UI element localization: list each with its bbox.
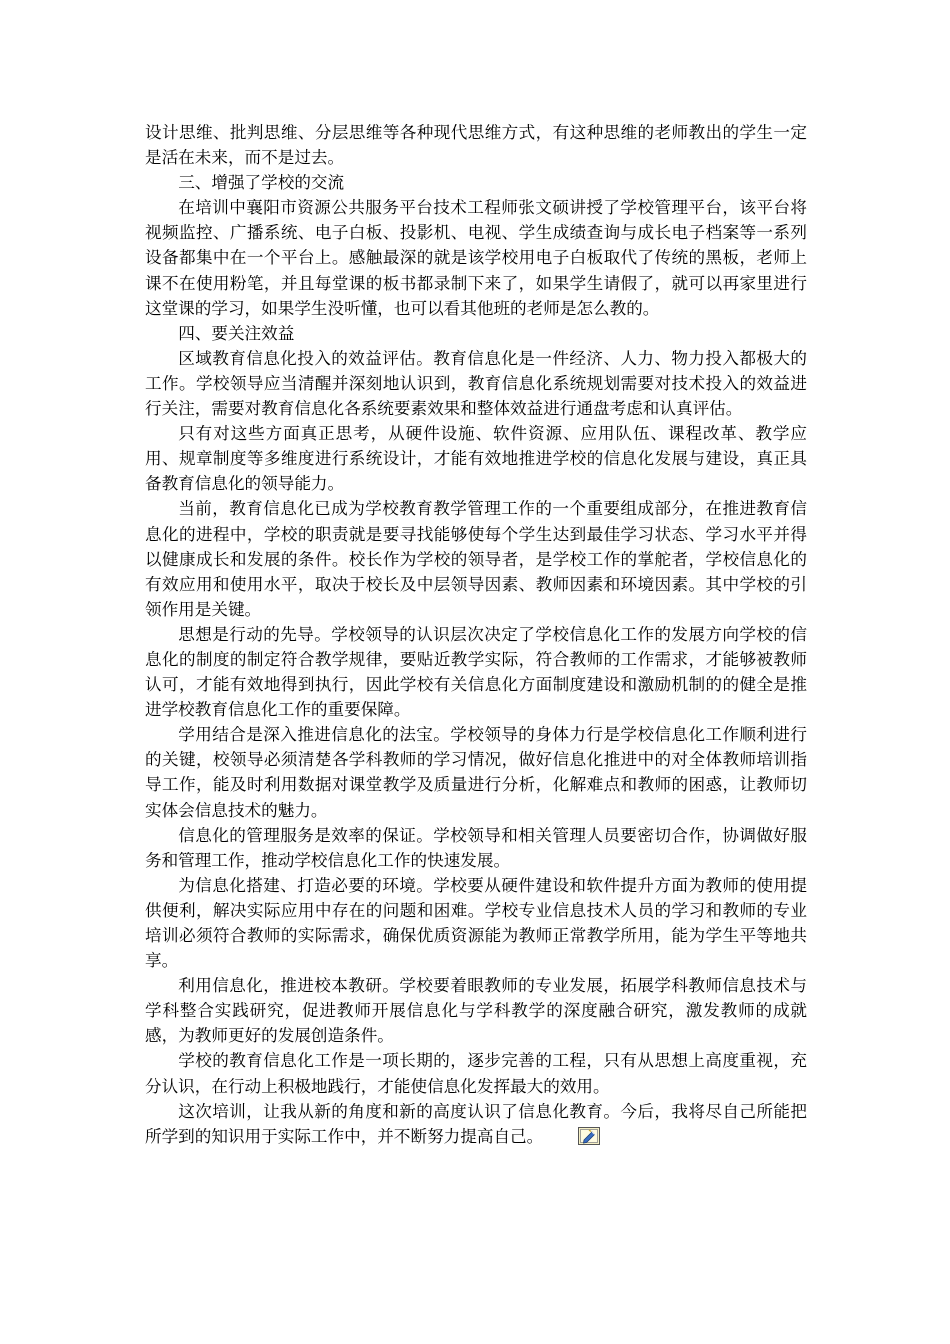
paragraph-1: 设计思维、批判思维、分层思维等各种现代思维方式，有这种思维的老师教出的学生一定是活在未来，而不是过去。	[145, 123, 807, 168]
paragraph-10: 利用信息化，推进校本教研。学校要着眼教师的专业发展，拓展学科教师信息技术与学科整合实践研究，促进教师开展信息化与学科教学的深度融合研究，激发教师的成就感，为教师更好的发展创造条件。	[145, 976, 807, 1046]
paragraph-7: 学用结合是深入推进信息化的法宝。学校领导的身体力行是学校信息化工作顺利进行的关键，校领导必须清楚各学科教师的学习情况，做好信息化推进中的对全体教师培训指导工作，能及时利用数据对课堂教学及质量进行分析，化解难点和教师的困惑，让教师切实体会信息技术的魅力。	[145, 725, 807, 820]
paragraph-2: 在培训中襄阳市资源公共服务平台技术工程师张文硕讲授了学校管理平台，该平台将视频监控、广播系统、电子白板、投影机、电视、学生成绩查询与成长电子档案等一系列设备都集中在一个平台上。感触最深的就是该学校用电子白板取代了传统的黑板，老师上课不在使用粉笔，并且每堂课的板书都录制下来了，如果学生请假了，就可以再家里进行这堂课的学习，如果学生没听懂，也可以看其他班的老师是怎么教的。	[145, 198, 807, 318]
paragraph-4: 只有对这些方面真正思考，从硬件设施、软件资源、应用队伍、课程改革、教学应用、规章制度等多维度进行系统设计，才能有效地推进学校的信息化发展与建设，真正具备教育信息化的领导能力。	[145, 424, 807, 494]
paragraph-9: 为信息化搭建、打造必要的环境。学校要从硬件建设和软件提升方面为教师的使用提供便利，解决实际应用中存在的问题和困难。学校专业信息技术人员的学习和教师的专业培训必须符合教师的实际需求，确保优质资源能为教师正常教学所用，能为学生平等地共享。	[145, 875, 807, 971]
document-body	[145, 120, 807, 1149]
paragraph-12-text: 这次培训，让我从新的角度和新的高度认识了信息化教育。今后，我将尽自己所能把所学到的知识用于实际工作中，并不断努力提高自己。	[145, 1101, 807, 1146]
paragraph-6: 思想是行动的先导。学校领导的认识层次决定了学校信息化工作的发展方向学校的信息化的制度的制定符合教学规律，要贴近教学实际，符合教师的工作需求，才能够被教师认可，才能有效地得到执行，因此学校有关信息化方面制度建设和激励机制的的健全是推进学校教育信息化工作的重要保障。	[145, 624, 807, 720]
section-heading-4: 四、要关注效益	[178, 323, 295, 343]
paragraph-8: 信息化的管理服务是效率的保证。学校领导和相关管理人员要密切合作，协调做好服务和管理工作，推动学校信息化工作的快速发展。	[145, 825, 807, 870]
paragraph-12	[145, 1099, 807, 1149]
paragraph-11: 学校的教育信息化工作是一项长期的，逐步完善的工程，只有从思想上高度重视，充分认识，在行动上积极地践行，才能使信息化发挥最大的效用。	[145, 1051, 807, 1096]
edit-icon[interactable]	[545, 1127, 567, 1145]
paragraph-5: 当前，教育信息化已成为学校教育教学管理工作的一个重要组成部分，在推进教育信息化的进程中，学校的职责就是要寻找能够使每个学生达到最佳学习状态、学习水平并得以健康成长和发展的条件。校长作为学校的领导者，是学校工作的掌舵者，学校信息化的有效应用和使用水平，取决于校长及中层领导因素、教师因素和环境因素。其中学校的引领作用是关键。	[145, 499, 807, 619]
section-heading-3: 三、增强了学校的交流	[178, 173, 345, 193]
paragraph-3: 区域教育信息化投入的效益评估。教育信息化是一件经济、人力、物力投入都极大的工作。学校领导应当清醒并深刻地认识到，教育信息化系统规划需要对技术投入的效益进行关注，需要对教育信息化各系统要素效果和整体效益进行通盘考虑和认真评估。	[145, 348, 807, 419]
